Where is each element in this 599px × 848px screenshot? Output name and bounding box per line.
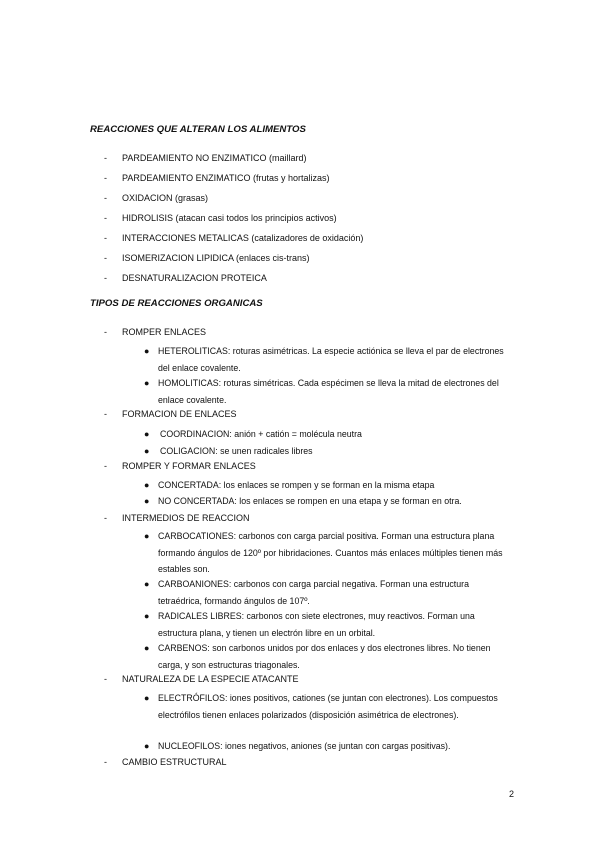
bullet-marker: ● (144, 429, 150, 439)
bullet-text: ELECTRÓFILOS: iones positivos, cationes (se juntan con electrones). Los compuestos electrófilos tienen enlaces polarizados (disposición asimétrica de electrones). (158, 693, 498, 720)
bullet-text: RADICALES LIBRES: carbonos con siete electrones, muy reactivos. Forman una estructura plana, y tienen un electrón libre en un orbital. (158, 611, 475, 638)
section-title-tipos-reacciones: TIPOS DE REACCIONES ORGANICAS (90, 298, 263, 309)
bullet-marker: ● (144, 480, 150, 490)
bullet-marker: ● (144, 611, 150, 621)
bullet-marker: ● (144, 446, 150, 456)
dash-marker: - (104, 327, 107, 337)
list-item-text: OXIDACION (grasas) (122, 193, 209, 203)
list-item-text: HIDROLISIS (atacan casi todos los principios activos) (122, 213, 337, 223)
bullet-marker: ● (144, 496, 150, 506)
group-heading-text: NATURALEZA DE LA ESPECIE ATACANTE (122, 674, 299, 684)
list-item-text: INTERACCIONES METALICAS (catalizadores de oxidación) (122, 233, 364, 243)
group-heading-text: CAMBIO ESTRUCTURAL (122, 757, 227, 767)
bullet-marker: ● (144, 531, 150, 541)
bullet-text: CARBOCATIONES: carbonos con carga parcial positiva. Forman una estructura plana formando ángulos de 120º por hibridaciones. Cuantos más enlaces múltiples tienen más estables son. (158, 531, 503, 574)
bullet-text: HOMOLITICAS: roturas simétricas. Cada espécimen se lleva la mitad de electrones del enlace covalente. (158, 378, 499, 405)
bullet-text: COORDINACION: anión + catión = molécula neutra (160, 429, 362, 439)
dash-marker: - (104, 193, 107, 203)
bullet-marker: ● (144, 693, 150, 703)
dash-marker: - (104, 213, 107, 223)
dash-marker: - (104, 253, 107, 263)
bullet-marker: ● (144, 579, 150, 589)
group-heading-text: ROMPER ENLACES (122, 327, 207, 337)
dash-marker: - (104, 273, 107, 283)
bullet-text: NUCLEOFILOS: iones negativos, aniones (se juntan con cargas positivas). (158, 741, 451, 751)
dash-marker: - (104, 233, 107, 243)
bullet-text: CARBOANIONES: carbonos con carga parcial negativa. Forman una estructura tetraédrica, formando ángulos de 107º. (158, 579, 469, 606)
bullet-text: NO CONCERTADA: los enlaces se rompen en una etapa y se forman en otra. (158, 496, 462, 506)
group-heading-text: ROMPER Y FORMAR ENLACES (122, 461, 256, 471)
dash-marker: - (104, 173, 107, 183)
list-item-text: ISOMERIZACION LIPIDICA (enlaces cis-trans) (122, 253, 310, 263)
bullet-text: COLIGACION: se unen radicales libres (160, 446, 313, 456)
list-item-text: DESNATURALIZACION PROTEICA (122, 273, 267, 283)
bullet-marker: ● (144, 346, 150, 356)
list-item-text: PARDEAMIENTO NO ENZIMATICO (maillard) (122, 153, 307, 163)
bullet-text: CARBENOS: son carbonos unidos por dos enlaces y dos electrones libres. No tienen carga, y son estructuras triagonales. (158, 643, 491, 670)
bullet-text: CONCERTADA: los enlaces se rompen y se forman en la misma etapa (158, 480, 435, 490)
dash-marker: - (104, 461, 107, 471)
dash-marker: - (104, 513, 107, 523)
bullet-marker: ● (144, 378, 150, 388)
group-heading-text: INTERMEDIOS DE REACCION (122, 513, 250, 523)
dash-marker: - (104, 409, 107, 419)
section-title-reacciones-alimentos: REACCIONES QUE ALTERAN LOS ALIMENTOS (90, 124, 306, 135)
list-item-text: PARDEAMIENTO ENZIMATICO (frutas y hortalizas) (122, 173, 330, 183)
page-number: 2 (509, 789, 515, 799)
bullet-marker: ● (144, 643, 150, 653)
dash-marker: - (104, 153, 107, 163)
dash-marker: - (104, 674, 107, 684)
group-heading-text: FORMACION DE ENLACES (122, 409, 237, 419)
bullet-marker: ● (144, 741, 150, 751)
bullet-text: HETEROLITICAS: roturas asimétricas. La especie actiónica se lleva el par de electrones del enlace covalente. (158, 346, 504, 373)
dash-marker: - (104, 757, 107, 767)
